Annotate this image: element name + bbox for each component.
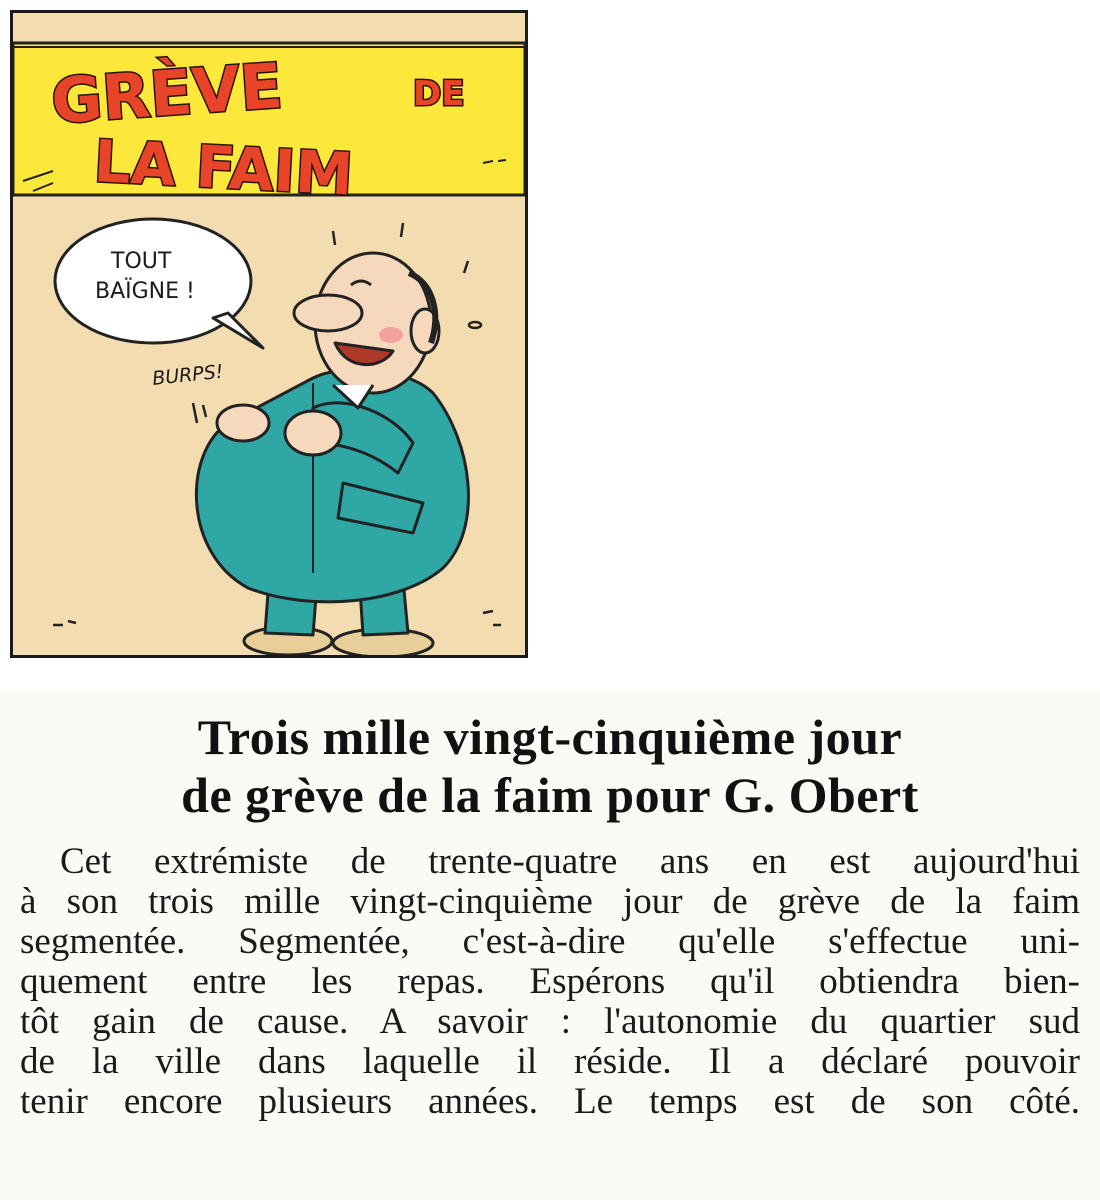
body-line: à son trois mille vingt-cinquième jour de grève de la faim	[20, 881, 1080, 922]
speech-line-1: TOUT	[111, 249, 172, 274]
headline-line-2: de grève de la faim pour G. Obert	[181, 767, 919, 823]
news-article	[0, 690, 1100, 1200]
body-line: segmentée. Segmentée, c'est-à-dire qu'elle s'effectue uni-	[20, 921, 1080, 962]
banner-word-de: DE	[413, 74, 465, 114]
headline-line-1: Trois mille vingt-cinquième jour	[197, 709, 903, 765]
body-line: tenir encore plusieurs années. Le temps est de son côté.	[20, 1081, 1080, 1122]
banner-word-greve: GRÈVE	[48, 49, 285, 138]
burp-sound-effect: BURPS!	[151, 360, 225, 390]
banner-word-la-faim: LA FAIM	[92, 127, 355, 209]
body-line: Cet extrémiste de trente-quatre ans en est aujourd'hui	[60, 841, 1080, 882]
cartoon-illustration	[10, 10, 528, 658]
hunger-strike-banner	[13, 43, 525, 209]
body-line: de la ville dans laquelle il réside. Il a déclaré pouvoir	[20, 1041, 1080, 1082]
article-headline	[0, 708, 1100, 824]
body-line: quement entre les repas. Espérons qu'il obtiendra bien-	[20, 961, 1080, 1002]
speech-line-2: BAÏGNE !	[95, 279, 195, 304]
body-line: tôt gain de cause. A savoir : l'autonomie du quartier sud	[20, 1001, 1080, 1042]
article-body	[20, 842, 1080, 1122]
